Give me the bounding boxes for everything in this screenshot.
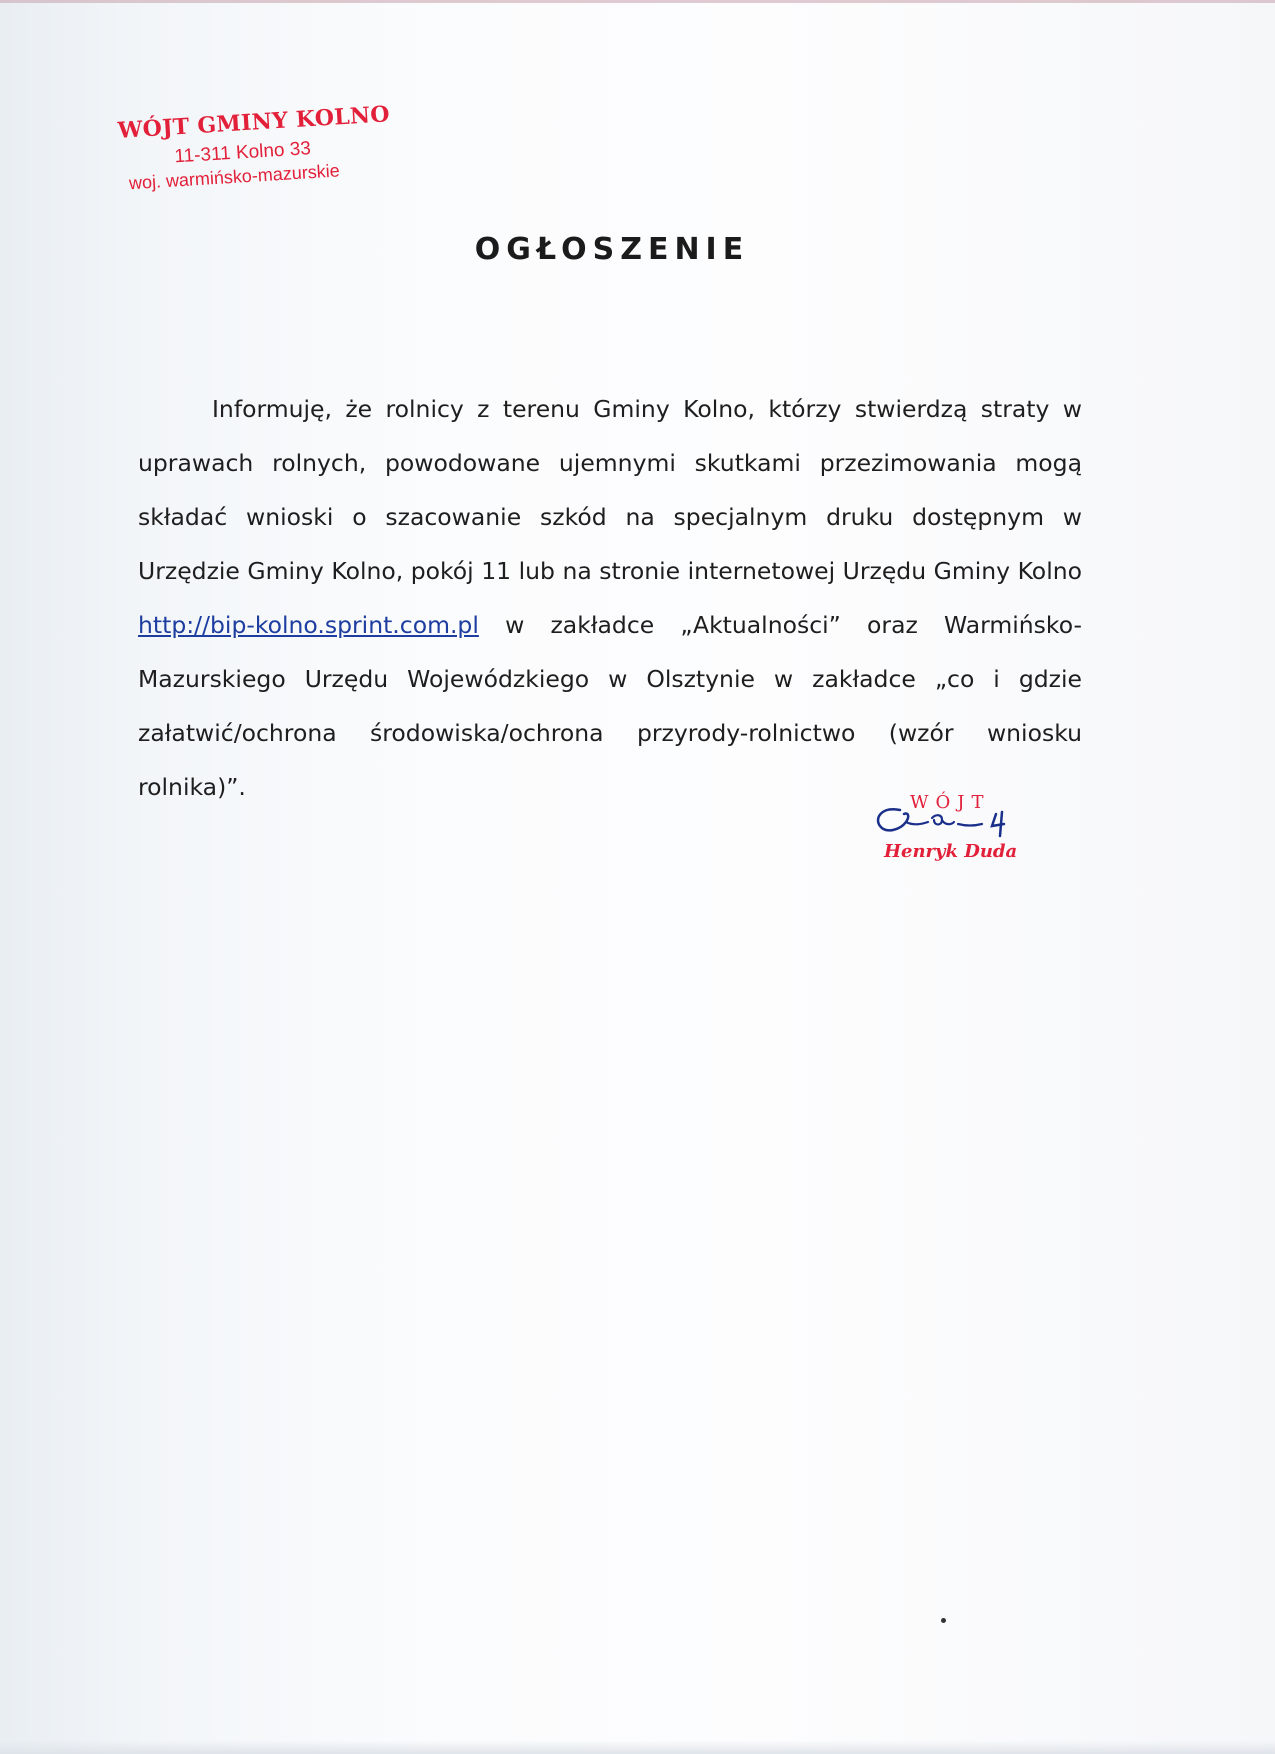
signature-block (870, 792, 1060, 872)
stamp-address: 11-311 Kolno 33 (173, 138, 312, 168)
announcement-body (138, 382, 1082, 814)
body-text-part1: Informuję, że rolnicy z terenu Gminy Kolno, którzy stwierdzą straty w uprawach rolnych, powodowane ujemnymi skutkami przezimowania mogą składać wnioski o szacowanie szkód na specjalnym druku dostępnym w Urzędzie Gminy Kolno, pokój 11 lub na stronie internetowej Urzędu Gminy Kolno (138, 395, 1082, 585)
stamp-region: woj. warmińsko-mazurskie (128, 160, 341, 194)
document-title: OGŁOSZENIE (474, 232, 750, 267)
stamp-office-title: WÓJT GMINY KOLNO (116, 101, 391, 144)
signature-title: WÓJT (910, 792, 991, 813)
page-top-edge (0, 0, 1275, 3)
signature-name: Henryk Duda (884, 841, 1018, 862)
speck-mark (941, 1618, 946, 1623)
page-bottom-edge (0, 1740, 1275, 1754)
bip-link[interactable]: http://bip-kolno.sprint.com.pl (138, 611, 479, 639)
office-stamp (115, 100, 410, 208)
body-text-part2: w zakładce „Aktualności” oraz Warmińsko-Mazurskiego Urzędu Wojewódzkiego w Olsztynie w zakładce „co i gdzie załatwić/ochrona środowiska/ochrona przyrody-rolnictwo (wzór wniosku rolnika)”. (138, 611, 1082, 801)
